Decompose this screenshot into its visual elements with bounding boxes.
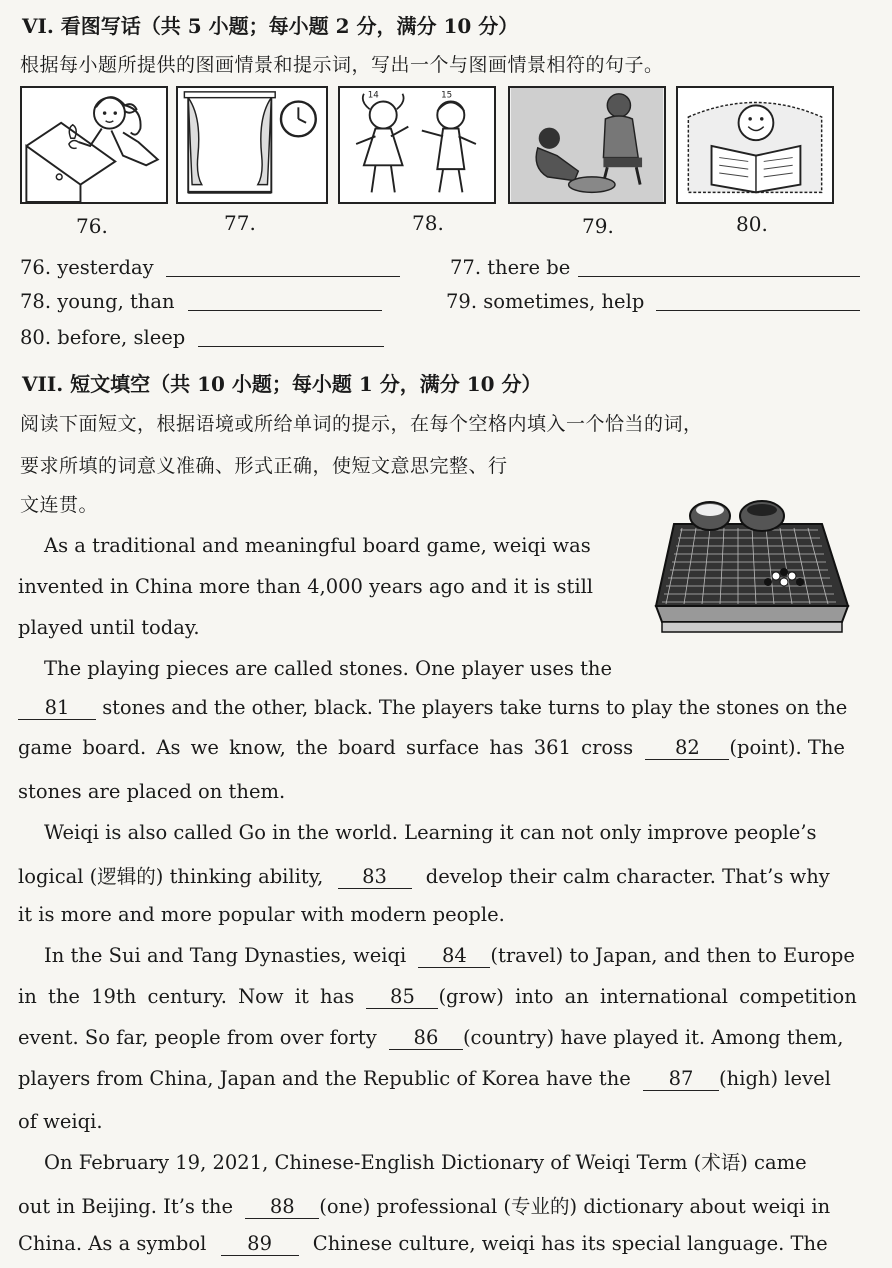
- question-77: [450, 256, 570, 279]
- section6-instruction: 根据每小题所提供的图画情景和提示词，写出一个与图画情景相符的句子。: [20, 54, 664, 76]
- picture-80: [676, 86, 834, 204]
- go-board-image: [652, 496, 850, 638]
- gap-82[interactable]: 82: [645, 737, 729, 760]
- picture-row: [20, 86, 870, 206]
- gap-85[interactable]: 85: [366, 986, 438, 1009]
- answer-blank-77[interactable]: [578, 276, 860, 277]
- question-label: 78. young, than: [20, 290, 175, 313]
- paragraph-5-line: On February 19, 2021, Chinese-English Dictionary of Weiqi Term (术语) came: [44, 1151, 807, 1174]
- paragraph-1-line: As a traditional and meaningful board game, weiqi was: [44, 534, 591, 557]
- paragraph-1-line: invented in China more than 4,000 years ago and it is still: [18, 575, 594, 598]
- section7-title: VII. 短文填空（共 10 小题；每小题 1 分，满分 10 分）: [22, 372, 542, 396]
- paragraph-4-line: In the Sui and Tang Dynasties, weiqi 84 (travel) to Japan, and then to Europe: [44, 944, 855, 967]
- paragraph-2-line: game board. As we know, the board surface has 361 cross 82 (point). The: [18, 736, 845, 759]
- paragraph-5-line: out in Beijing. It’s the 88 (one) professional (专业的) dictionary about weiqi in: [18, 1195, 831, 1218]
- two-children-icon: [340, 88, 494, 202]
- picture-76: [20, 86, 168, 204]
- picture-79: [508, 86, 666, 204]
- section6-title: VI. 看图写话（共 5 小题；每小题 2 分，满分 10 分）: [22, 14, 519, 38]
- picture-number: 77.: [224, 211, 256, 235]
- paragraph-4-line: event. So far, people from over forty 86 (country) have played it. Among them,: [18, 1026, 844, 1049]
- child-washing-feet-icon: [510, 88, 664, 202]
- answer-blank-80[interactable]: [198, 346, 384, 347]
- question-78: [20, 290, 175, 313]
- section7-instruction: 要求所填的词意义准确、形式正确，使短文意思完整、行: [20, 455, 508, 477]
- paragraph-2-line: stones are placed on them.: [18, 780, 286, 803]
- gap-81[interactable]: 81: [18, 697, 96, 720]
- paragraph-4-line: of weiqi.: [18, 1110, 103, 1133]
- answer-blank-78[interactable]: [188, 310, 382, 311]
- window-and-clock-icon: [178, 88, 326, 202]
- go-board-icon: [652, 496, 850, 638]
- svg-text:14: 14: [367, 90, 379, 101]
- answer-blank-76[interactable]: [166, 276, 400, 277]
- paragraph-4-line: in the 19th century. Now it has 85 (grow) into an international competition: [18, 985, 857, 1008]
- gap-88[interactable]: 88: [245, 1196, 319, 1219]
- paragraph-3-line: logical (逻辑的) thinking ability, 83 develop their calm character. That’s why: [18, 865, 830, 888]
- girl-watering-plant-icon: [22, 88, 166, 202]
- paragraph-3-line: it is more and more popular with modern people.: [18, 903, 505, 926]
- question-label: 80. before, sleep: [20, 326, 186, 349]
- section7-instruction: 阅读下面短文，根据语境或所给单词的提示，在每个空格内填入一个恰当的词，: [20, 413, 703, 435]
- paragraph-2-line: The playing pieces are called stones. One player uses the: [44, 657, 613, 680]
- picture-78: [338, 86, 496, 204]
- picture-number: 76.: [76, 214, 108, 238]
- answer-blank-79[interactable]: [656, 310, 860, 311]
- paragraph-2-line: 81 stones and the other, black. The players take turns to play the stones on the: [18, 696, 847, 720]
- gap-89[interactable]: 89: [221, 1233, 299, 1256]
- paragraph-1-line: played until today.: [18, 616, 200, 639]
- question-80: [20, 326, 185, 349]
- gap-87[interactable]: 87: [643, 1068, 719, 1091]
- boy-reading-in-bed-icon: [678, 88, 832, 202]
- picture-number: 79.: [582, 214, 614, 238]
- question-79: [446, 290, 644, 313]
- question-76: [20, 256, 154, 279]
- picture-number: 78.: [412, 211, 444, 235]
- picture-number: 80.: [736, 212, 768, 236]
- question-label: 77. there be: [450, 256, 571, 279]
- gap-83[interactable]: 83: [338, 866, 412, 889]
- gap-86[interactable]: 86: [389, 1027, 463, 1050]
- paragraph-3-line: Weiqi is also called Go in the world. Learning it can not only improve people’s: [44, 821, 817, 844]
- picture-77: [176, 86, 328, 204]
- svg-text:15: 15: [441, 90, 453, 101]
- paragraph-4-line: players from China, Japan and the Republic of Korea have the 87 (high) level: [18, 1067, 831, 1090]
- paragraph-5-line: China. As a symbol 89 Chinese culture, weiqi has its special language. The: [18, 1232, 828, 1255]
- question-label: 79. sometimes, help: [446, 290, 645, 313]
- gap-84[interactable]: 84: [418, 945, 490, 968]
- question-label: 76. yesterday: [20, 256, 154, 279]
- section7-instruction: 文连贯。: [20, 494, 99, 516]
